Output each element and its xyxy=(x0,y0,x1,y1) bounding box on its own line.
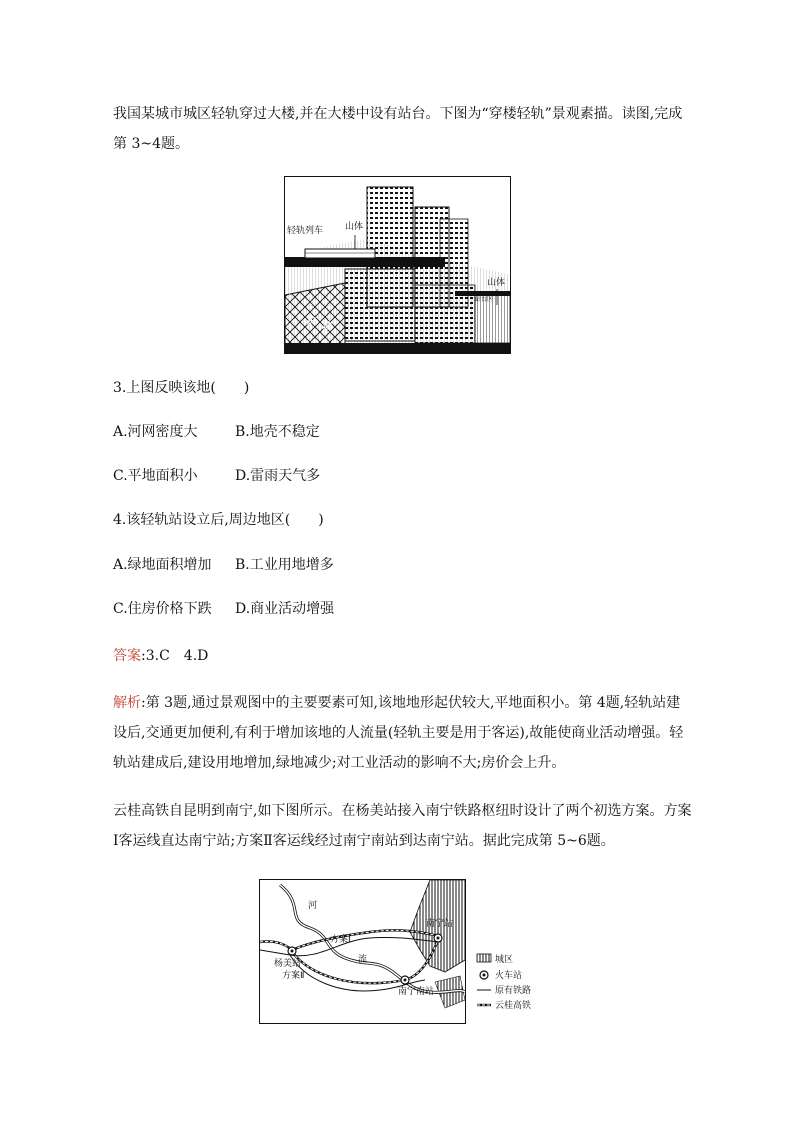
analysis-label: 解析 xyxy=(113,695,141,711)
question-3-option-b[interactable]: B.地壳不稳定 xyxy=(235,424,320,440)
label-nanning-south-station: 南宁南站 xyxy=(398,987,435,997)
legend-hsr-label: 云桂高铁 xyxy=(495,1001,532,1011)
legend-station-label: 火车站 xyxy=(495,971,523,981)
question-3-option-d[interactable]: D.雷雨天气多 xyxy=(235,468,321,484)
question-4-option-b[interactable]: B.工业用地增多 xyxy=(235,557,334,573)
analysis-text: :第 3题,通过景观图中的主要要素可知,该地地形起伏较大,平地面积小。第 4题,轻轨站建设后,交通更加便利,有利于增加该地的人流量(轻轨主要是用于客运),故能使商业活动增强。轻轨站建成后,建设用地增加,绿地减少;对工业活动的影响不大;房价会上升。 xyxy=(113,695,684,771)
legend-railway-label: 原有铁路 xyxy=(495,986,532,996)
analysis-paragraph xyxy=(113,688,693,778)
question-3-option-c[interactable]: C.平地面积小 xyxy=(113,468,198,484)
label-slope-2: 坡 xyxy=(323,322,333,332)
legend-city-swatch xyxy=(477,954,491,962)
question-4-stem: 4.该轻轨站设立后,周边地区( ) xyxy=(113,512,324,528)
label-river-2: 流 xyxy=(358,955,368,965)
question-4-option-a[interactable]: A.绿地面积增加 xyxy=(113,557,212,573)
light-rail-sketch xyxy=(284,176,511,354)
question-3-option-a[interactable]: A.河网密度大 xyxy=(113,424,198,440)
label-plan-2: 方案Ⅱ xyxy=(282,971,305,981)
label-platform: 站台区 xyxy=(475,296,494,303)
label-light-rail-train: 轻轨列车 xyxy=(287,226,324,236)
label-nanning-station: 南宁站 xyxy=(426,919,454,929)
rail-route-map xyxy=(259,879,466,1024)
label-yangmei-station: 杨美站 xyxy=(274,959,302,969)
question-4-options-row-2 xyxy=(113,594,693,624)
label-plan-1: 方案Ⅰ xyxy=(330,935,351,945)
label-mountain-2: 山体 xyxy=(487,278,506,288)
intro-paragraph-2: 云桂高铁自昆明到南宁,如下图所示。在杨美站接入南宁铁路枢纽时设计了两个初选方案。方案Ⅰ客运线直达南宁站;方案Ⅱ客运线经过南宁南站到达南宁站。据此完成第 5~6题。 xyxy=(113,803,692,849)
question-4-option-c[interactable]: C.住房价格下跌 xyxy=(113,601,212,617)
question-3-options-row-2 xyxy=(113,461,693,491)
answer-line xyxy=(113,641,693,671)
label-mountain-1: 山体 xyxy=(345,222,364,232)
rail-map-legend xyxy=(476,952,556,1022)
label-slope-1: 护 xyxy=(307,317,317,327)
question-4-options-row-1 xyxy=(113,550,693,580)
question-3-options-row-1 xyxy=(113,417,693,447)
intro-paragraph-1: 我国某城市城区轻轨穿过大楼,并在大楼中设有站台。下图为“穿楼轻轨”景观素描。读图,完成第 3~4题。 xyxy=(113,106,683,152)
label-river-1: 河 xyxy=(308,901,318,911)
answer-text: :3.C 4.D xyxy=(141,648,209,664)
answer-label: 答案 xyxy=(113,648,141,664)
legend-city-label: 城区 xyxy=(495,955,514,965)
question-4-option-d[interactable]: D.商业活动增强 xyxy=(235,601,335,617)
question-3-stem: 3.上图反映该地( ) xyxy=(113,380,250,396)
